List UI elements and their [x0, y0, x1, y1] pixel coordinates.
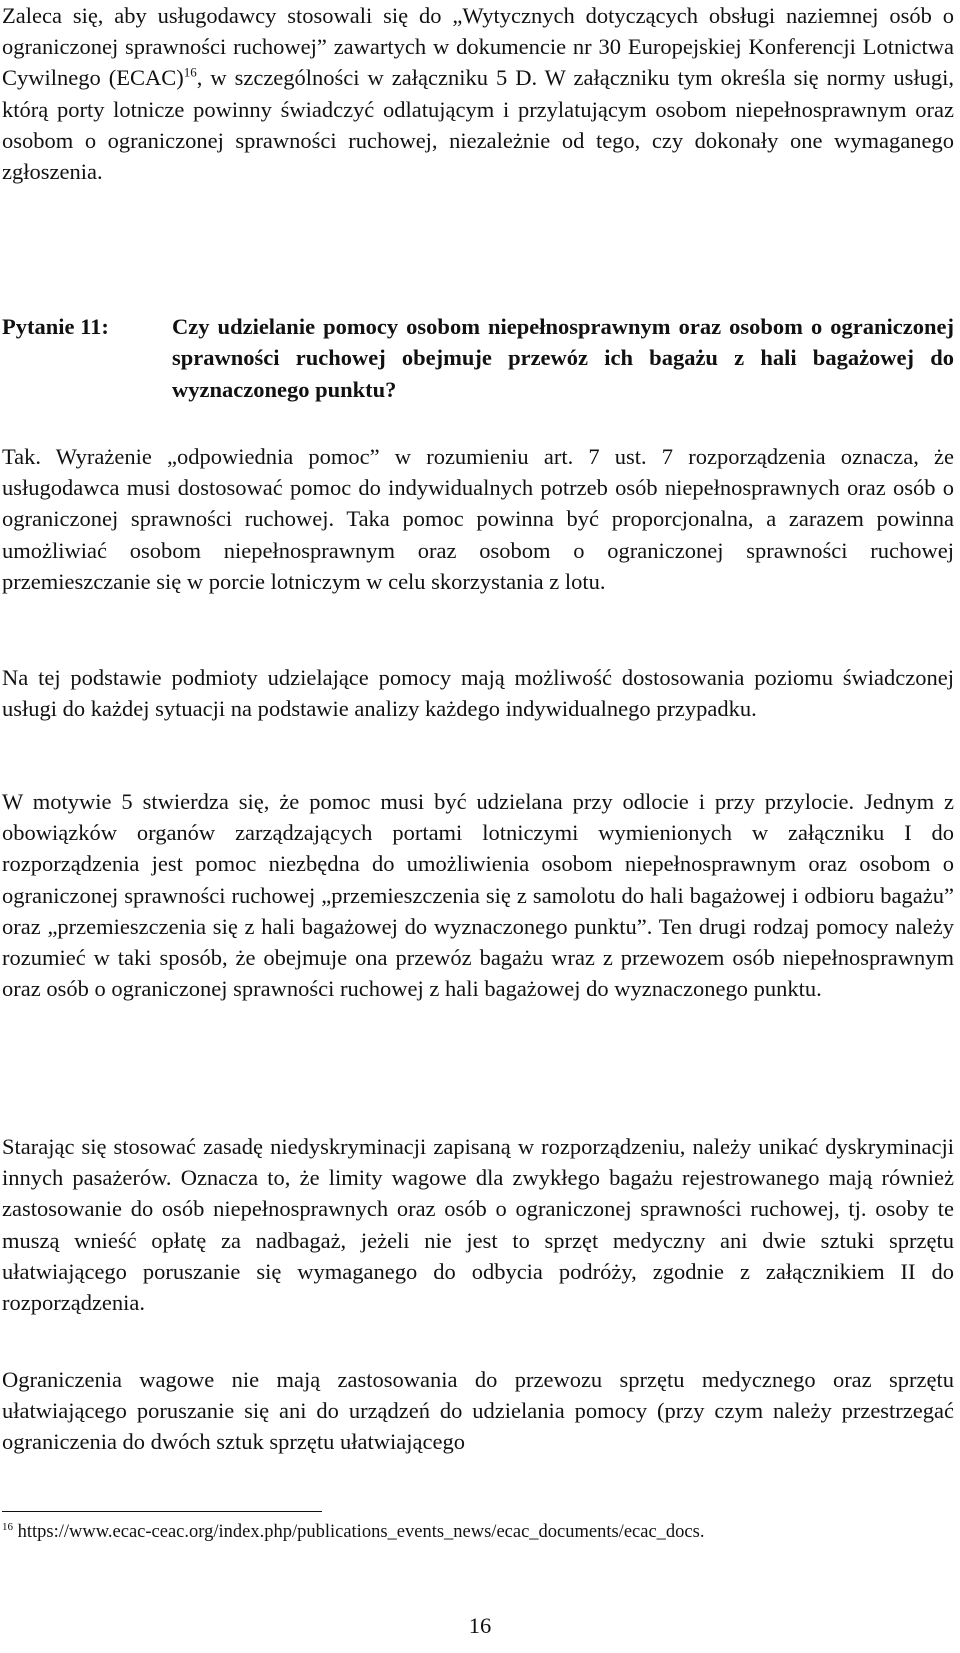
answer-paragraph-2: Na tej podstawie podmioty udzielające pomocy mają możliwość dostosowania poziomu świadczonej usługi do każdej sytuacji na podstawie analizy każdego indywidualnego przypadku.: [2, 665, 954, 722]
paragraph-ecac-guidelines: [2, 0, 954, 187]
footnote-number: 16: [2, 1520, 13, 1533]
question-text: Czy udzielanie pomocy osobom niepełnosprawnym oraz osobom o ograniczonej sprawności ruchowej obejmuje przewóz ich bagażu z hali bagażowej do wyznaczonego punktu?: [172, 314, 954, 402]
paragraph-text: Zaleca się, aby usługodawcy stosowali się do „Wytycznych dotyczących obsługi naziemnej osób o ograniczonej sprawności ruchowej” zawartych w dokumencie nr 30 Europejskiej Konferencji Lotnictwa Cywilnego (ECAC): [2, 3, 954, 91]
answer-paragraph-5: Ograniczenia wagowe nie mają zastosowania do przewozu sprzętu medycznego oraz sprzętu ułatwiającego poruszanie się ani do urządzeń do udzielania pomocy (przy czym należy przestrzegać ograniczenia do dwóch sztuk sprzętu ułatwiającego: [2, 1367, 954, 1455]
page-number: 16: [468, 1613, 492, 1638]
answer-paragraph-3: W motywie 5 stwierdza się, że pomoc musi być udzielana przy odlocie i przy przylocie. Jednym z obowiązków organów zarządzających portami lotniczymi wymienionych w załączniku I do rozporządzenia jest pomoc niezbędna do umożliwienia osobom niepełnosprawnym oraz osobom o ograniczonej sprawności ruchowej „przemieszczenia się z samolotu do hali bagażowej i odbioru bagażu” oraz „przemieszczenia się z hali bagażowej do wyznaczonego punktu”. Ten drugi rodzaj pomocy należy rozumieć w taki sposób, że obejmuje ona przewóz bagażu wraz z przewozem osób niepełnosprawnym oraz osób o ograniczonej sprawności ruchowej z hali bagażowej do wyznaczonego punktu.: [2, 789, 954, 1002]
question-label: Pytanie 11:: [2, 314, 109, 339]
footnote-separator: [2, 1511, 322, 1512]
footnote-16: [2, 1520, 954, 1544]
paragraph-text-continued: , w szczególności w załączniku 5 D. W załączniku tym określa się normy usługi, którą porty lotnicze powinny świadczyć odlatującym i przylatującym osobom niepełnosprawnym oraz osobom o ograniczonej sprawności ruchowej, niezależnie od tego, czy dokonały one wymaganego zgłoszenia.: [2, 65, 954, 185]
answer-paragraph-4: Starając się stosować zasadę niedyskryminacji zapisaną w rozporządzeniu, należy unikać dyskryminacji innych pasażerów. Oznacza to, że limity wagowe dla zwykłego bagażu rejestrowanego mają również zastosowanie do osób niepełnosprawnych oraz osób o ograniczonej sprawności ruchowej, tj. osoby te muszą wnieść opłatę za nadbagaż, jeżeli nie jest to sprzęt medyczny ani dwie sztuki sprzętu ułatwiającego poruszanie się wymaganego do odbycia podróży, zgodnie z załącznikiem II do rozporządzenia.: [2, 1134, 954, 1316]
footnote-reference[interactable]: 16: [183, 64, 197, 80]
footnote-link[interactable]: https://www.ecac-ceac.org/index.php/publications_events_news/ecac_documents/ecac_docs.: [13, 1522, 705, 1542]
answer-paragraph-1: Tak. Wyrażenie „odpowiednia pomoc” w rozumieniu art. 7 ust. 7 rozporządzenia oznacza, że usługodawca musi dostosować pomoc do indywidualnych potrzeb osób niepełnosprawnych oraz osób o ograniczonej sprawności ruchowej. Taka pomoc powinna być proporcjonalna, a zarazem powinna umożliwiać osobom niepełnosprawnym oraz osobom o ograniczonej sprawności ruchowej przemieszczanie się w porcie lotniczym w celu skorzystania z lotu.: [2, 444, 954, 594]
